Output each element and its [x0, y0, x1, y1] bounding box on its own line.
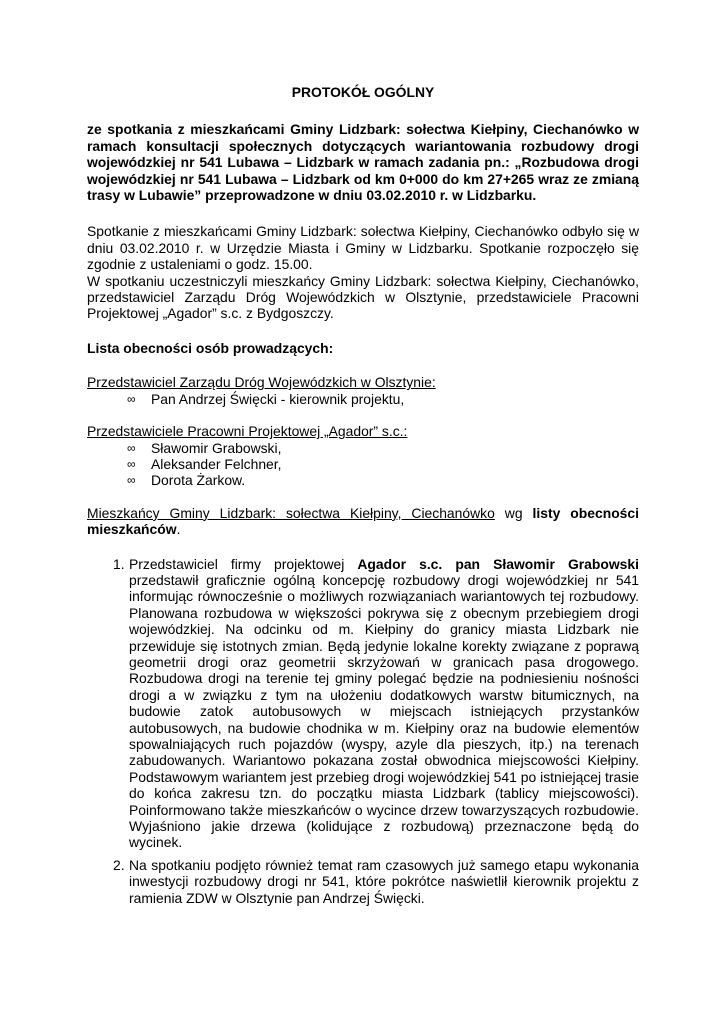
point-number: 2.: [113, 856, 125, 873]
infinity-bullet-icon: ∞: [127, 456, 136, 471]
point-body-text: Na spotkaniu podjęto również temat ram czasowych już samego etapu wykonania inwestycji rozbudowy drogi nr 541, które pokrótce naświetlił kierownik projektu z ramienia ZDW w Olsztynie pan Andrzej Święcki.: [129, 856, 639, 906]
minutes-points-list: [87, 556, 639, 907]
infinity-bullet-icon: ∞: [127, 440, 136, 455]
attendee-name: Aleksander Felchner,: [151, 455, 282, 472]
document-title: PROTOKÓŁ OGÓLNY: [291, 84, 435, 100]
residents-paragraph: [87, 505, 639, 538]
attendee-list: [87, 391, 639, 407]
attendee-name: Dorota Żarkow.: [151, 472, 246, 489]
attendee-group-title: Przedstawiciel Zarządu Dróg Wojewódzkich w Olsztynie:: [87, 374, 436, 391]
document-subject: ze spotkania z mieszkańcami Gminy Lidzbark: sołectwa Kiełpiny, Ciechanówko w ramach konsultacji społecznych dotyczących wariantowania rozbudowy drogi wojewódzkiej nr 541 Lubawa – Lidzbark w ramach zadania pn.: „Rozbudowa drogi wojewódzkiej nr 541 Lubawa – Lidzbark od km 0+000 do km 27+265 wraz ze zmianą trasy w Lubawie” przeprowadzone w dniu 03.02.2010 r. w Lidzbarku.: [87, 121, 639, 204]
point-bold: Agador s.c. pan Sławomir Grabowski: [357, 555, 639, 572]
point-number: 1.: [113, 555, 125, 572]
attendance-heading: Lista obecności osób prowadzących:: [87, 339, 334, 356]
residents-end: .: [176, 521, 181, 538]
intro-paragraph-2: W spotkaniu uczestniczyli mieszkańcy Gminy Lidzbark: sołectwa Kiełpiny, Ciechanówko, przedstawiciel Zarządu Dróg Wojewódzkich w Olsztynie, przedstawiciele Pracowni Projektowej „Agador” s.c. z Bydgoszczy.: [87, 272, 639, 322]
residents-connector: wg: [494, 504, 533, 521]
attendee-name: Sławomir Grabowski,: [151, 439, 282, 456]
point-text: [129, 556, 639, 851]
attendee-list: [87, 440, 639, 489]
attendee-group-zdw: [87, 374, 639, 407]
attendee-item: [127, 440, 639, 456]
point-lead: Przedstawiciel firmy projektowej: [129, 555, 358, 572]
residents-attendance-list: listy obecności mieszkańców: [87, 504, 639, 538]
minutes-point: [87, 857, 639, 906]
attendee-item: [127, 391, 639, 407]
infinity-bullet-icon: ∞: [127, 473, 136, 488]
attendee-name: Pan Andrzej Święcki - kierownik projektu,: [151, 390, 405, 407]
infinity-bullet-icon: ∞: [127, 391, 136, 406]
attendee-item: [127, 472, 639, 488]
attendee-group-title: Przedstawiciele Pracowni Projektowej „Agador” s.c.:: [87, 423, 408, 440]
intro-paragraph-1: Spotkanie z mieszkańcami Gminy Lidzbark: sołectwa Kiełpiny, Ciechanówko odbyło się w dniu 03.02.2010 r. w Urzędzie Miasta i Gminy w Lidzbarku. Spotkanie rozpoczęło się zgodnie z ustaleniami o godz. 15.00.: [87, 223, 639, 273]
point-text: [129, 857, 639, 906]
attendee-group-agador: [87, 423, 639, 489]
point-body-text: przedstawił graficznie ogólną koncepcję rozbudowy drogi wojewódzkiej nr 541 informując równocześnie o możliwych rozwiązaniach wariantowych tej rozbudowy. Planowana rozbudowa w większości pokrywa się z obecnym przebiegiem drogi wojewódzkiej. Na odcinku od m. Kiełpiny do granicy miasta Lidzbark nie przewiduje się istotnych zmian. Będą jedynie lokalne korekty związane z poprawą geometrii drogi oraz geometrii skrzyżowań w granicach pasa drogowego. Rozbudowa drogi na terenie tej gminy polegać będzie na podniesieniu nośności drogi a w związku z tym na ułożeniu dodatkowych warstw bitumicznych, na budowie zatok autobusowych w miejscach istniejących przystanków autobusowych, na budowie chodnika w m. Kiełpiny oraz na budowie elementów spowalniających ruch pojazdów (wyspy, azyle dla pieszych, itp.) na terenach zabudowanych. Wariantowo pokazana został obwodnica miejscowości Kiełpiny. Podstawowym wariantem jest przebieg drogi wojewódzkiej 541 po istniejącej trasie do końca zakresu tzn. do początku miasta Lidzbark (tablicy miejscowości). Poinformowano także mieszkańców o wycince drzew towarzyszących rozbudowie. Wyjaśniono jakie drzewa (kolidujące z rozbudową) przeznaczone będą do wycinek.: [129, 571, 639, 851]
attendee-item: [127, 456, 639, 472]
document-page: [87, 84, 639, 912]
residents-group-title: Mieszkańcy Gminy Lidzbark: sołectwa Kiełpiny, Ciechanówko: [87, 504, 495, 521]
minutes-point: [87, 556, 639, 851]
